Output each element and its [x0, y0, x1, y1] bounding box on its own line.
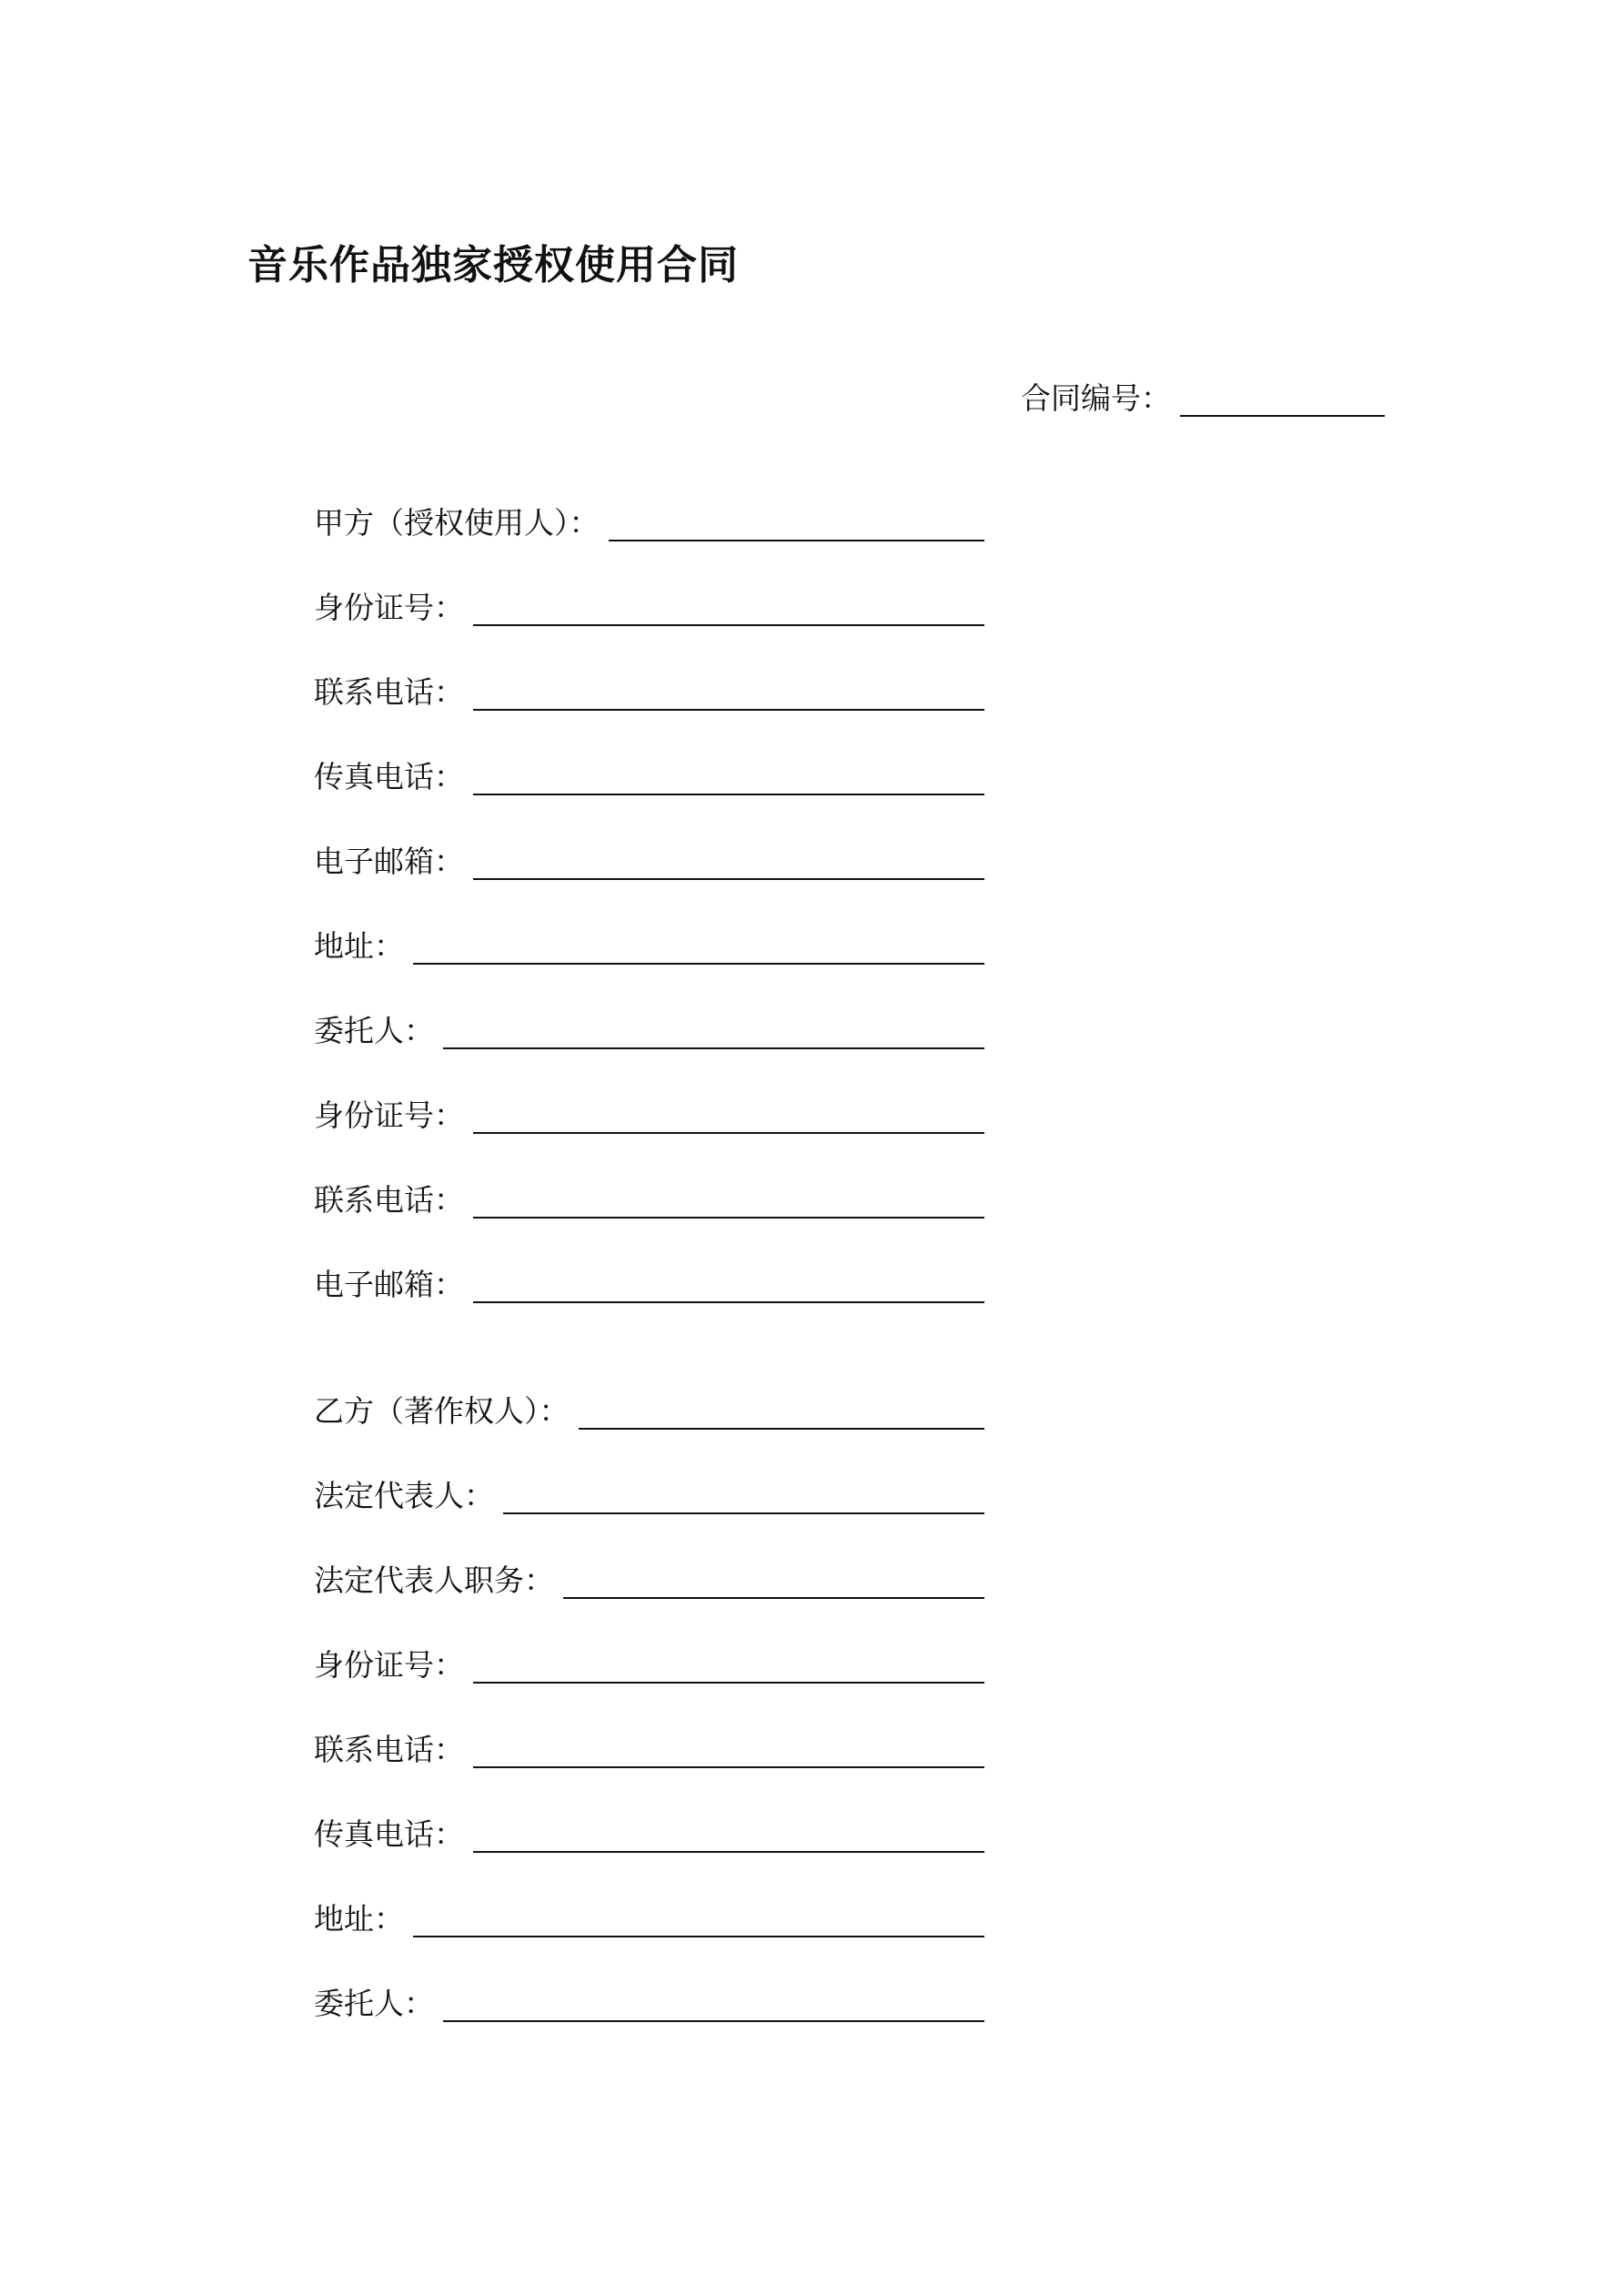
contract-number-label: 合同编号： [1021, 380, 1171, 416]
field-label: 联系电话： [314, 1182, 464, 1218]
field-label: 传真电话： [314, 1816, 464, 1852]
party-a-agent-id-number-field[interactable] [473, 1105, 984, 1134]
contract-number-row [1021, 375, 1385, 417]
party-b-name-field[interactable] [579, 1401, 985, 1430]
party-a-agent-email-field[interactable] [473, 1274, 984, 1303]
field-label: 委托人： [314, 1013, 434, 1048]
party-b-legal-rep-title-row [314, 1557, 984, 1599]
party-a-email-row [314, 838, 984, 880]
party-b-legal-rep-title-field[interactable] [563, 1570, 984, 1599]
field-label: 联系电话： [314, 674, 464, 710]
party-a-id-number-field[interactable] [473, 597, 984, 626]
field-label: 身份证号： [314, 1097, 464, 1133]
party-b-name-row [314, 1388, 984, 1430]
field-label: 电子邮箱： [314, 1267, 464, 1302]
party-b-phone-row [314, 1726, 984, 1768]
party-a-agent-email-row [314, 1261, 984, 1303]
party-a-agent-id-number-row [314, 1092, 984, 1134]
field-label: 法定代表人职务： [314, 1563, 554, 1598]
party-b-id-number-field[interactable] [473, 1654, 984, 1684]
party-a-fax-row [314, 754, 984, 795]
party-b-phone-field[interactable] [473, 1739, 984, 1768]
party-a-agent-row [314, 1007, 984, 1049]
party-a-name-row [314, 500, 984, 541]
party-b-legal-rep-row [314, 1472, 984, 1514]
field-label: 地址： [314, 928, 404, 964]
party-a-agent-phone-row [314, 1177, 984, 1219]
party-a-email-field[interactable] [473, 851, 984, 880]
party-a-id-number-row [314, 584, 984, 626]
party-a-phone-field[interactable] [473, 682, 984, 711]
party-b-address-field[interactable] [413, 1908, 984, 1937]
party-a-fax-field[interactable] [473, 766, 984, 795]
party-b-agent-field[interactable] [443, 1993, 984, 2022]
party-a-agent-phone-field[interactable] [473, 1189, 984, 1219]
party-a-name-field[interactable] [609, 512, 985, 541]
field-label: 地址： [314, 1901, 404, 1937]
field-label: 电子邮箱： [314, 844, 464, 879]
party-b-agent-row [314, 1980, 984, 2022]
field-label: 法定代表人： [314, 1478, 494, 1513]
party-a-address-field[interactable] [413, 936, 984, 965]
field-label: 身份证号： [314, 590, 464, 625]
field-label: 委托人： [314, 1986, 434, 2021]
party-b-fax-row [314, 1811, 984, 1853]
party-a-address-row [314, 923, 984, 965]
document-title: 音乐作品独家授权使用合同 [247, 242, 739, 288]
party-a-phone-row [314, 669, 984, 711]
field-label: 传真电话： [314, 759, 464, 794]
field-label: 身份证号： [314, 1647, 464, 1683]
field-label: 乙方（著作权人）： [314, 1393, 570, 1429]
field-label: 联系电话： [314, 1732, 464, 1767]
party-b-id-number-row [314, 1642, 984, 1684]
party-a-agent-field[interactable] [443, 1020, 984, 1049]
party-b-legal-rep-field[interactable] [503, 1485, 984, 1514]
field-label: 甲方（授权使用人）： [314, 505, 600, 541]
contract-number-field[interactable] [1180, 388, 1385, 417]
party-b-fax-field[interactable] [473, 1824, 984, 1853]
party-b-address-row [314, 1896, 984, 1937]
